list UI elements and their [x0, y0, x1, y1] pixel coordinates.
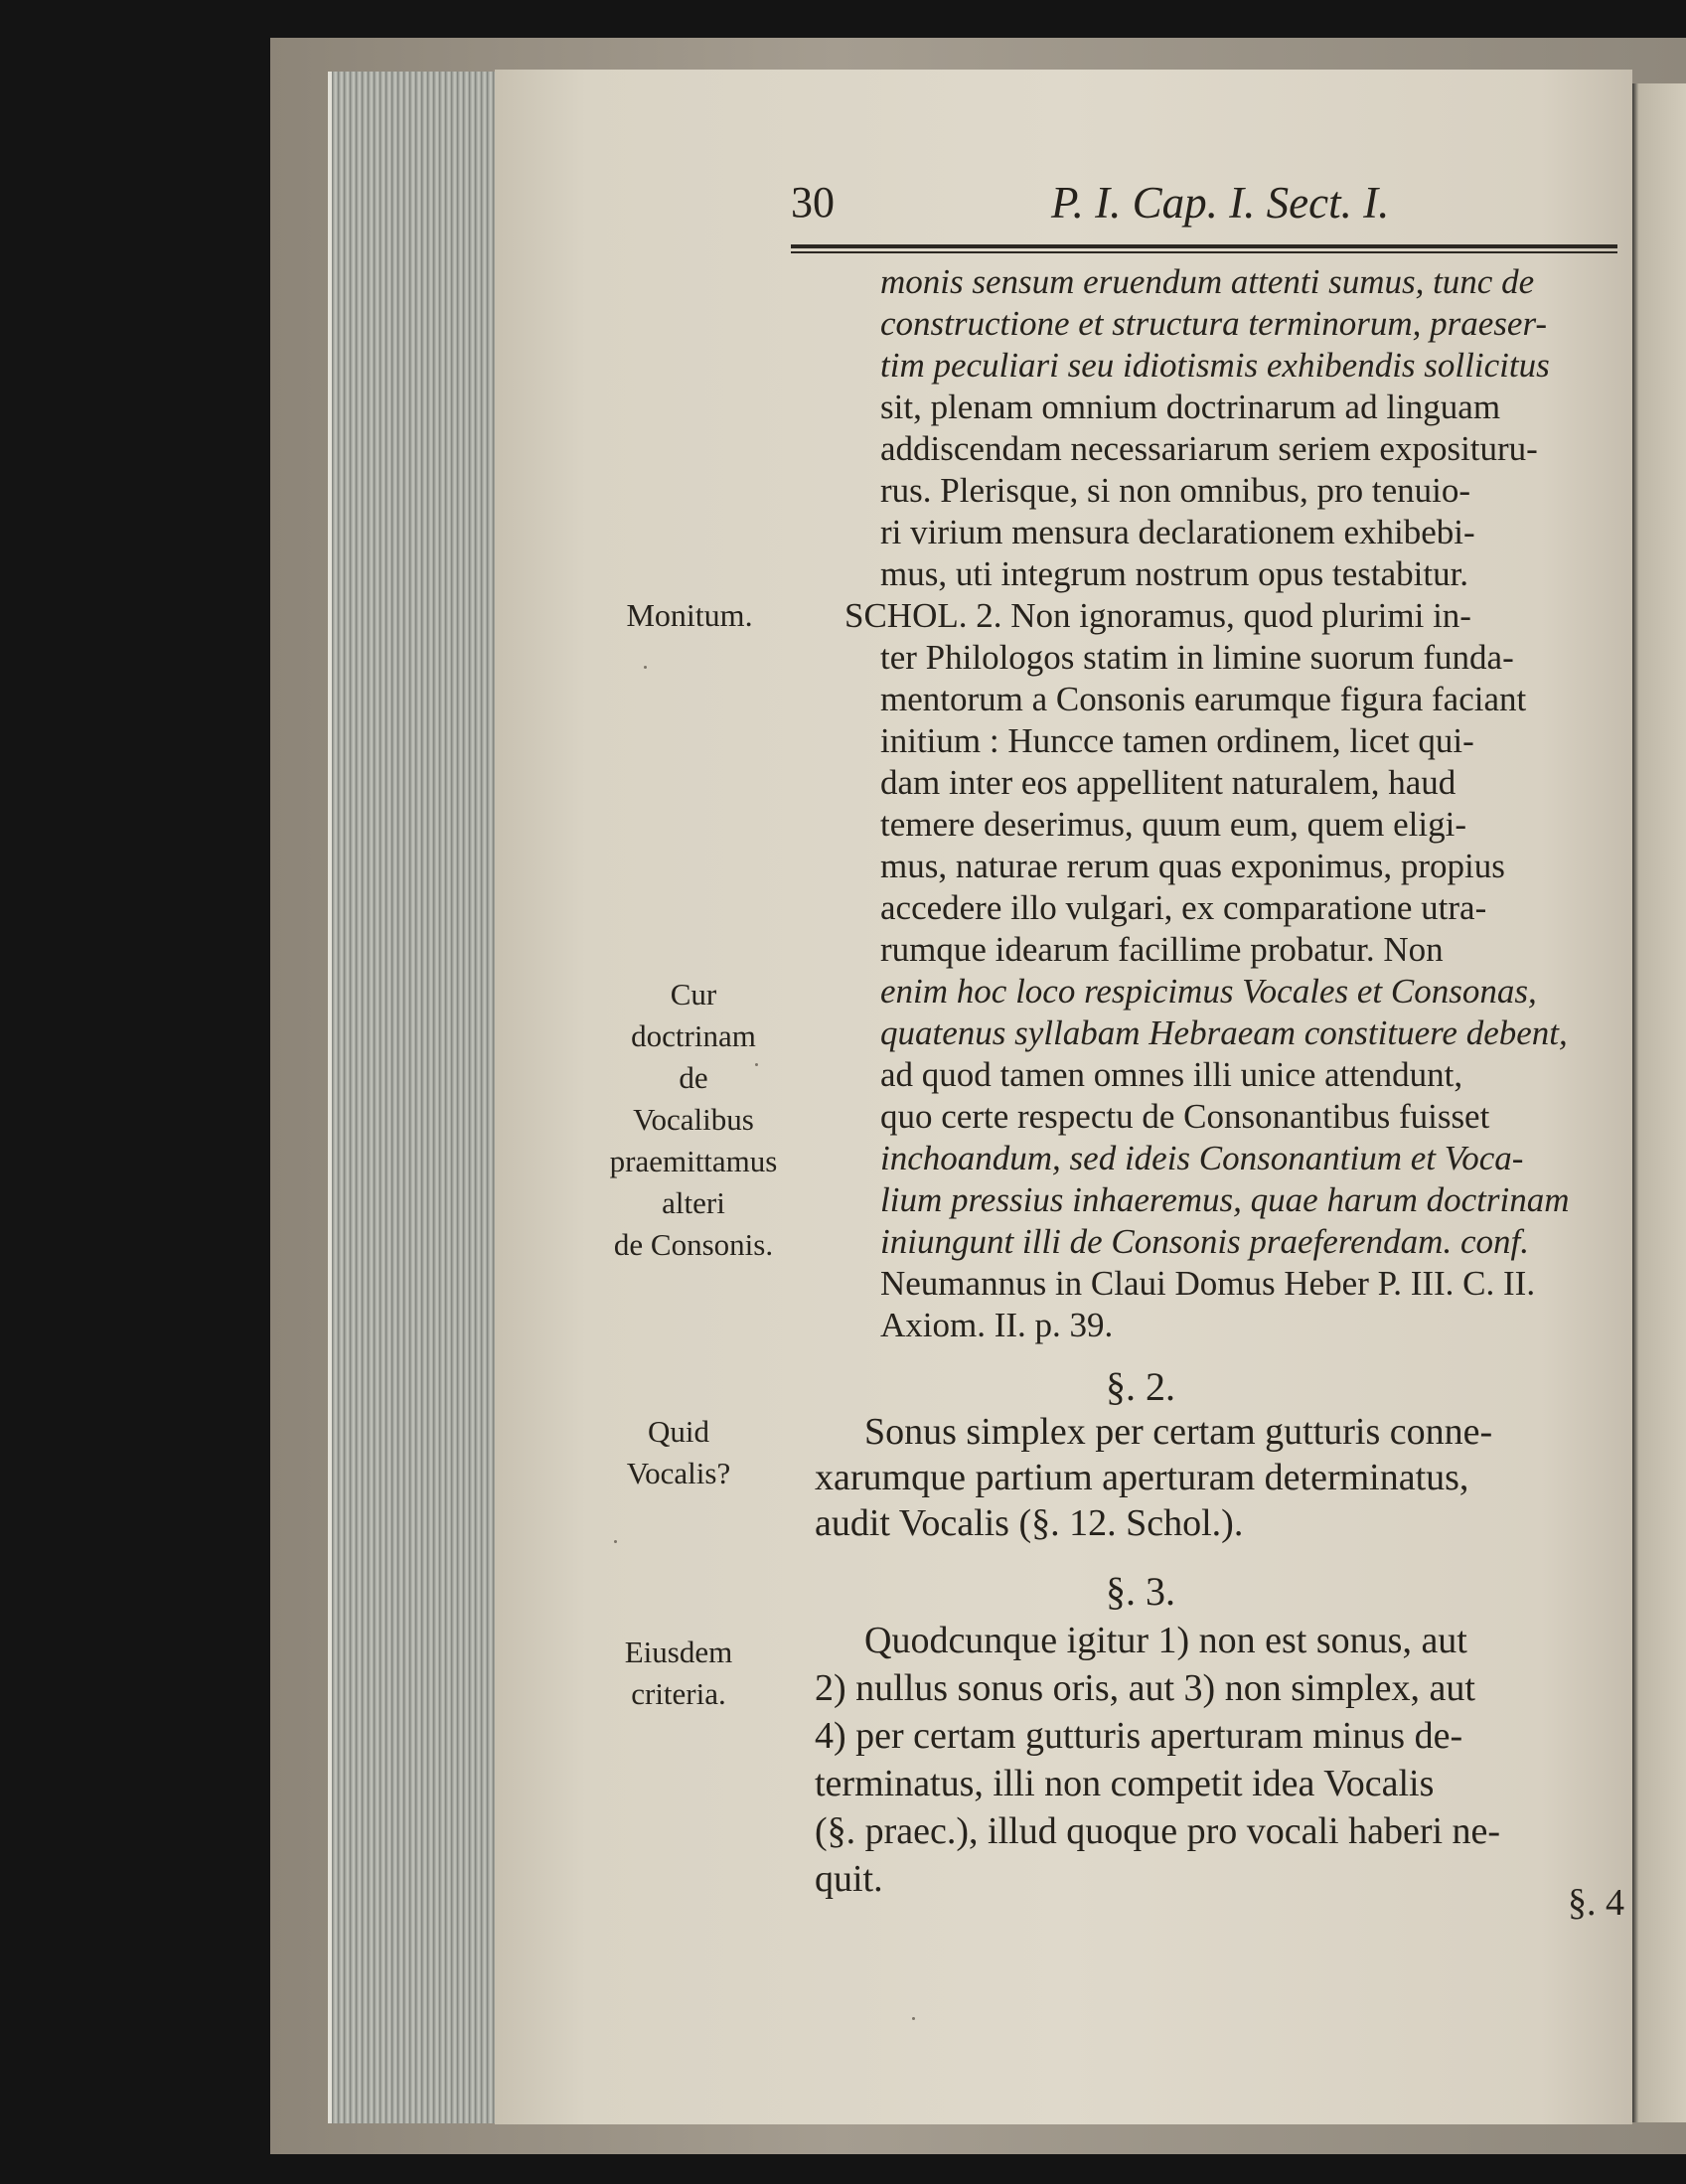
text-line: mus, naturae rerum quas exponimus, propius	[880, 847, 1505, 885]
text-line: ter Philologos statim in limine suorum funda-	[880, 638, 1514, 677]
paper-speck	[755, 1063, 758, 1066]
text-line: 2) nullus sonus oris, aut 3) non simplex, aut	[815, 1667, 1475, 1709]
margin-note-line: de Consonis.	[613, 1227, 774, 1262]
text-line: quo certe respectu de Consonantibus fuisset	[880, 1097, 1490, 1136]
running-head: P. I. Cap. I. Sect. I.	[1051, 178, 1390, 228]
header-rule	[791, 244, 1617, 248]
margin-note-line: de	[679, 1060, 708, 1095]
text-line: SCHOL. 2. Non ignoramus, quod plurimi in-	[844, 596, 1471, 635]
facing-page-edge	[1632, 83, 1686, 2122]
section-mark-2: §. 2.	[1106, 1364, 1175, 1409]
page-number: 30	[791, 178, 835, 227]
text-line: rumque idearum facillime probatur. Non	[880, 930, 1444, 969]
book-page	[495, 70, 1632, 2124]
margin-note-monitum: Monitum.	[626, 597, 753, 633]
header-rule-thin	[791, 251, 1617, 253]
text-line: (§. praec.), illud quoque pro vocali haberi ne-	[815, 1810, 1501, 1852]
text-line: addiscendam necessariarum seriem exposituru-	[880, 429, 1538, 468]
text-line: ad quod tamen omnes illi unice attendunt,	[880, 1055, 1463, 1094]
margin-note-cur-doctrinam	[584, 974, 803, 1266]
margin-note-quid-vocalis	[599, 1411, 758, 1494]
text-line: Quodcunque igitur 1) non est sonus, aut	[864, 1620, 1467, 1661]
margin-note-line: doctrinam	[631, 1018, 756, 1053]
text-line: inchoandum, sed ideis Consonantium et Voca-	[880, 1139, 1524, 1177]
text-line: enim hoc loco respicimus Vocales et Consonas,	[880, 972, 1537, 1011]
margin-note-line: Eiusdem	[624, 1635, 733, 1669]
text-line: monis sensum eruendum attenti sumus, tunc de	[880, 262, 1535, 301]
text-line: temere deserimus, quum eum, quem eligi-	[880, 805, 1466, 844]
margin-note-eiusdem-criteria	[594, 1632, 763, 1715]
text-line: rus. Plerisque, si non omnibus, pro tenuio-	[880, 471, 1470, 510]
text-line: 4) per certam gutturis aperturam minus de-	[815, 1715, 1463, 1757]
text-line: iniungunt illi de Consonis praeferendam. conf.	[880, 1222, 1529, 1261]
margin-note-line: Vocalibus	[633, 1102, 754, 1137]
text-line: quatenus syllabam Hebraeam constituere debent,	[880, 1014, 1568, 1052]
margin-note-line: alteri	[662, 1185, 725, 1220]
text-line: Neumannus in Claui Domus Heber P. III. C. II.	[880, 1264, 1536, 1303]
text-line: Axiom. II. p. 39.	[880, 1306, 1114, 1344]
margin-note-line: praemittamus	[609, 1144, 778, 1178]
paper-speck	[644, 666, 647, 669]
text-line: constructione et structura terminorum, praeser-	[880, 304, 1548, 343]
text-line: accedere illo vulgari, ex comparatione utra-	[880, 888, 1487, 927]
text-line: tim peculiari seu idiotismis exhibendis sollicitus	[880, 346, 1550, 385]
margin-note-line: Cur	[670, 977, 717, 1012]
text-line: mus, uti integrum nostrum opus testabitur.	[880, 554, 1469, 593]
margin-note-line: Vocalis?	[626, 1456, 731, 1490]
text-line: dam inter eos appellitent naturalem, haud	[880, 763, 1456, 802]
text-line: lium pressius inhaeremus, quae harum doctrinam	[880, 1180, 1570, 1219]
paper-speck	[912, 2017, 915, 2020]
page-edges	[328, 72, 501, 2123]
text-line: quit.	[815, 1858, 883, 1900]
section-mark-3: §. 3.	[1106, 1569, 1175, 1614]
text-line: terminatus, illi non competit idea Vocalis	[815, 1763, 1435, 1804]
text-line: mentorum a Consonis earumque figura faciant	[880, 680, 1527, 718]
margin-note-line: Quid	[648, 1414, 709, 1449]
text-line: Sonus simplex per certam gutturis conne-	[864, 1411, 1493, 1453]
text-line: sit, plenam omnium doctrinarum ad linguam	[880, 388, 1501, 426]
catchword: §. 4	[1568, 1882, 1624, 1924]
text-line: xarumque partium aperturam determinatus,	[815, 1457, 1469, 1498]
text-line: initium : Huncce tamen ordinem, licet qui-	[880, 721, 1474, 760]
paper-speck	[614, 1540, 617, 1543]
text-line: ri virium mensura declarationem exhibebi-	[880, 513, 1475, 551]
text-line: audit Vocalis (§. 12. Schol.).	[815, 1502, 1244, 1544]
margin-note-line: criteria.	[631, 1676, 726, 1711]
